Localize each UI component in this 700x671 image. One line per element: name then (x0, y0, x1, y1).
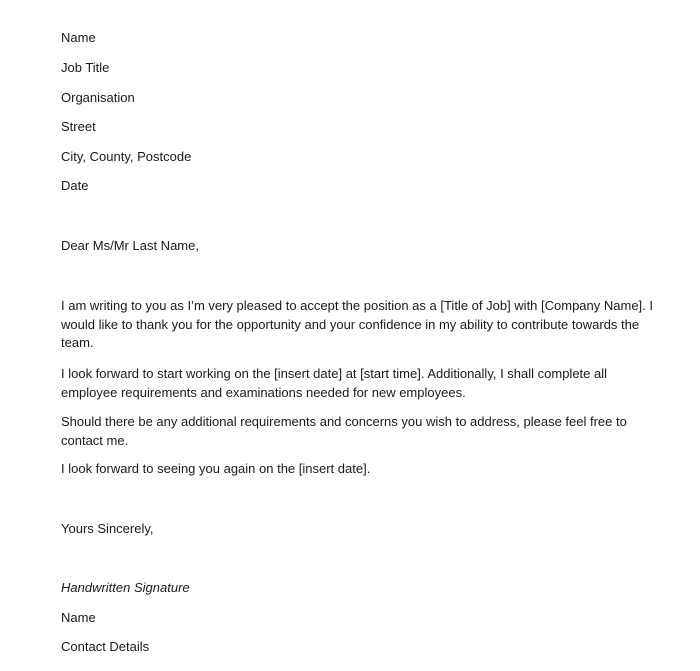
sender-job-title: Job Title (61, 60, 110, 75)
signer-name: Name (61, 610, 96, 625)
sender-city-county-postcode: City, County, Postcode (61, 149, 192, 164)
sender-name: Name (61, 30, 96, 45)
body-paragraph-2: I look forward to start working on the [insert date] at [start time]. Additionally, I shall complete all employee requirements and examinations needed for new employees. (61, 366, 608, 400)
sender-street: Street (61, 119, 96, 134)
salutation: Dear Ms/Mr Last Name, (61, 238, 199, 253)
sender-organisation: Organisation (61, 90, 135, 105)
closing: Yours Sincerely, (61, 521, 154, 536)
contact-details: Contact Details (61, 639, 150, 654)
body-paragraph-3: Should there be any additional requirements and concerns you wish to address, please feel free to contact me. (61, 414, 627, 448)
letter-date: Date (61, 178, 89, 193)
body-paragraph-1: I am writing to you as I’m very pleased to accept the position as a [Title of Job] with [Company Name]. I would like to thank you for the opportunity and your confidence in my ability to contribute towards the team. (61, 298, 654, 350)
body-paragraph-4: I look forward to seeing you again on the [insert date]. (61, 461, 371, 476)
signature-placeholder: Handwritten Signature (61, 580, 190, 595)
